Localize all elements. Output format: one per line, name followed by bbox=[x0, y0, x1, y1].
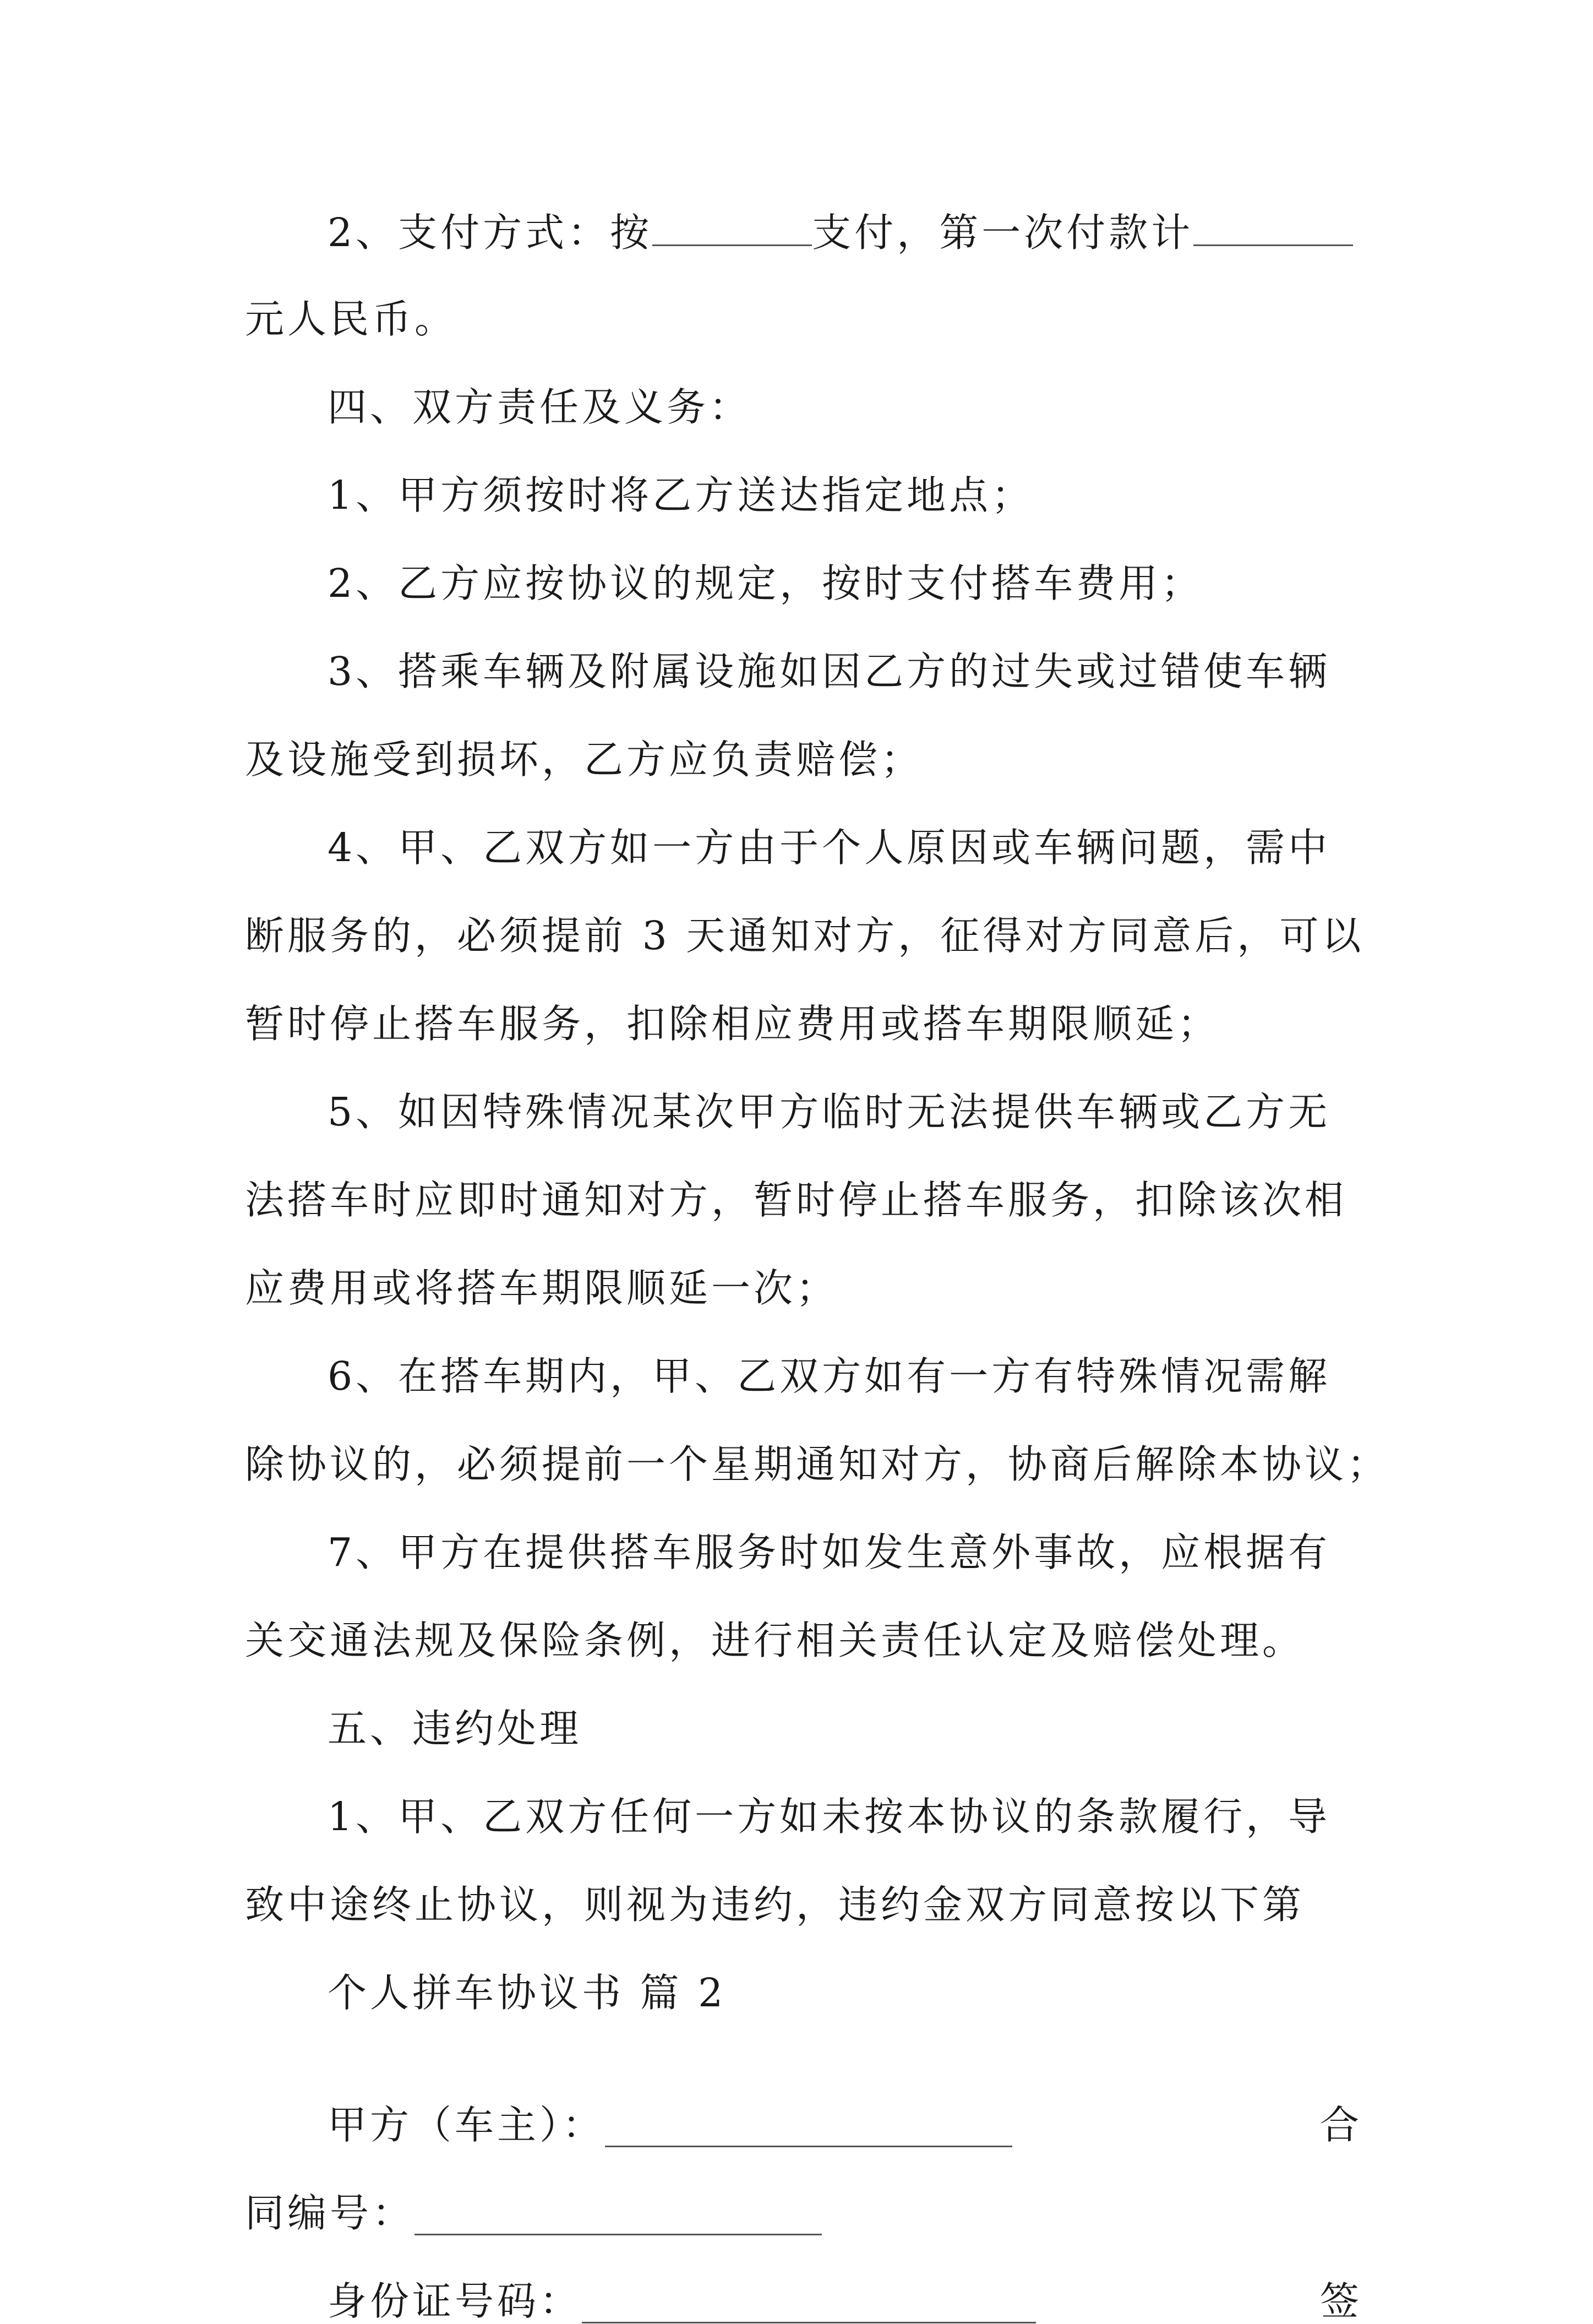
party-a-row bbox=[245, 2059, 1362, 2147]
document-2-title: 个人拼车协议书 篇 2 bbox=[328, 1970, 727, 2016]
clause-4-3-line-2: 及设施受到损坏，乙方应负责赔偿； bbox=[245, 737, 924, 782]
payment-method-line bbox=[245, 209, 1362, 297]
contract-label-start: 合 bbox=[1319, 2102, 1362, 2148]
party-a-blank bbox=[605, 2110, 1012, 2147]
payment-currency-line bbox=[245, 297, 1362, 385]
clause-4-6-line-2: 除协议的，必须提前一个星期通知对方，协商后解除本协议； bbox=[245, 1441, 1390, 1487]
contract-number-row bbox=[245, 2147, 1362, 2235]
clause-5-1-line-2: 致中途终止协议，则视为违约，违约金双方同意按以下第 bbox=[245, 1882, 1305, 1928]
section-5-heading: 五、违约处理 bbox=[328, 1706, 582, 1751]
clause-4-6-line-1: 6、在搭车期内，甲、乙双方如有一方有特殊情况需解 bbox=[328, 1353, 1331, 1399]
sign-label-start: 签 bbox=[1319, 2278, 1362, 2324]
first-payment-blank bbox=[1193, 209, 1353, 246]
payment-currency-text: 元人民币。 bbox=[245, 296, 457, 342]
clause-4-5-line-3: 应费用或将搭车期限顺延一次； bbox=[245, 1265, 839, 1311]
clause-4-1: 1、甲方须按时将乙方送达指定地点； bbox=[328, 472, 1034, 518]
payment-method-text: 2、支付方式：按 bbox=[328, 210, 653, 255]
payment-method-blank bbox=[652, 209, 812, 246]
contract-number-blank bbox=[414, 2198, 822, 2235]
contract-number-label: 同编号： bbox=[245, 2190, 415, 2236]
clause-4-7-line-1: 7、甲方在提供搭车服务时如发生意外事故，应根据有 bbox=[328, 1530, 1331, 1575]
clause-4-5-line-2: 法搭车时应即时通知对方，暂时停止搭车服务，扣除该次相 bbox=[245, 1177, 1347, 1223]
clause-4-4-line-2: 断服务的，必须提前 3 天通知对方，征得对方同意后，可以 bbox=[245, 913, 1365, 959]
id-number-blank bbox=[582, 2287, 1036, 2323]
clause-4-4-line-3: 暂时停止搭车服务，扣除相应费用或搭车期限顺延； bbox=[245, 1001, 1220, 1047]
section-4-heading: 四、双方责任及义务： bbox=[328, 384, 752, 430]
id-number-row bbox=[245, 2235, 1362, 2323]
clause-5-1-line-1: 1、甲、乙双方任何一方如未按本协议的条款履行，导 bbox=[328, 1794, 1331, 1839]
first-payment-text: 支付，第一次付款计 bbox=[812, 210, 1194, 255]
id-number-label: 身份证号码： bbox=[328, 2278, 582, 2324]
party-a-label: 甲方（车主）： bbox=[328, 2102, 605, 2148]
document-body bbox=[245, 209, 1390, 2324]
clause-4-4-line-1: 4、甲、乙双方如一方由于个人原因或车辆问题，需中 bbox=[328, 825, 1331, 870]
clause-4-7-line-2: 关交通法规及保险条例，进行相关责任认定及赔偿处理。 bbox=[245, 1618, 1305, 1663]
clause-4-3-line-1: 3、搭乘车辆及附属设施如因乙方的过失或过错使车辆 bbox=[328, 649, 1331, 694]
clause-4-2: 2、乙方应按协议的规定，按时支付搭车费用； bbox=[328, 560, 1204, 606]
clause-4-5-line-1: 5、如因特殊情况某次甲方临时无法提供车辆或乙方无 bbox=[328, 1089, 1331, 1135]
